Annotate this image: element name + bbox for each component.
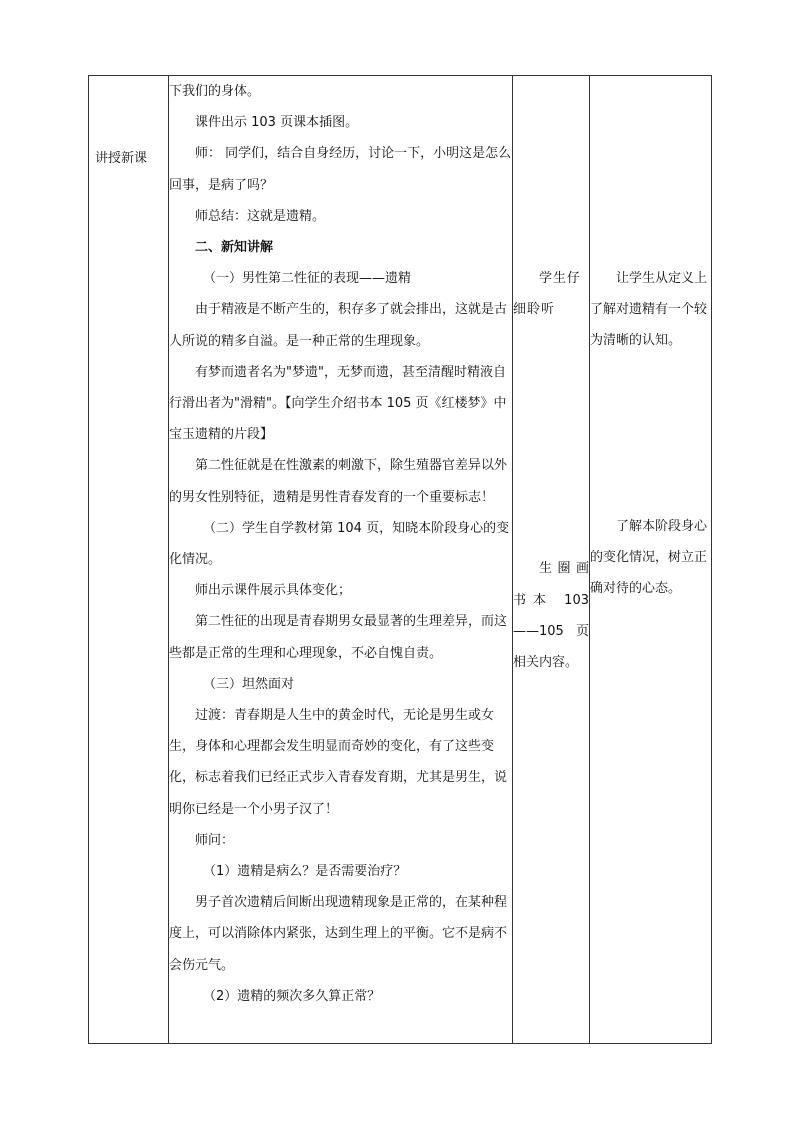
content-paragraph: 男子首次遗精后间断出现遗精现象是正常的，在某种程度上，可以消除体内紧张，达到生理上的平衡。它不是病不会伤元气。 xyxy=(169,895,508,973)
content-paragraph: 师总结：这就是遗精。 xyxy=(195,208,326,224)
content-paragraph: 过渡：青春期是人生中的黄金时代，无论是男生或女生，身体和心理都会发生明显而奇妙的变化，有了这些变化，标志着我们已经正式步入青春发育期，尤其是男生，说明你已经是一个小男子汉了！ xyxy=(169,708,508,817)
student-activity-listen: 学生仔细聆听 xyxy=(513,271,582,318)
content-paragraph: 师： 同学们，结合自身经历，讨论一下，小明这是怎么回事，是病了吗？ xyxy=(169,146,512,193)
content-paragraph: 有梦而遗者名为"梦遗"，无梦而遗，甚至清醒时精液自行滑出者为"滑精"。【向学生介绍书本 105 页《红楼梦》中宝玉遗精的片段】 xyxy=(169,364,507,443)
content-paragraph: （三）坦然面对 xyxy=(203,676,295,692)
table-row xyxy=(89,76,712,1044)
content-paragraph: 师出示课件展示具体变化； xyxy=(195,583,352,599)
stage-cell xyxy=(89,76,169,1044)
content-paragraph: （1）遗精是病么？是否需要治疗？ xyxy=(203,864,407,880)
content-paragraph: 第二性征就是在性激素的刺激下，除生殖器官差异以外的男女性别特征，遗精是男性青春发育的一个重要标志！ xyxy=(169,458,508,505)
student-activity-read: 生圈画书本 103——105 页相关内容。 xyxy=(513,561,589,671)
lesson-plan-table xyxy=(88,75,712,1044)
design-intent-cell xyxy=(590,76,712,1044)
content-paragraph: 师问： xyxy=(195,832,235,848)
student-activity-cell xyxy=(513,76,590,1044)
content-paragraph: （二）学生自学教材第 104 页，知晓本阶段身心的变化情况。 xyxy=(169,520,510,568)
content-paragraph: 二、新知讲解 xyxy=(195,240,274,256)
design-intent-definition: 让学生从定义上了解对遗精有一个较为清晰的认知。 xyxy=(590,271,708,349)
content-paragraph: （2）遗精的频次多久算正常？ xyxy=(203,988,381,1004)
teaching-content-cell xyxy=(169,76,513,1044)
stage-label: 讲授新课 xyxy=(95,151,148,166)
content-paragraph: 课件出示 103 页课本插图。 xyxy=(195,115,359,131)
content-paragraph: 第二性征的出现是青春期男女最显著的生理差异，而这些都是正常的生理和心理现象，不必自愧自责。 xyxy=(169,614,508,661)
design-intent-attitude: 了解本阶段身心的变化情况，树立正确对待的心态。 xyxy=(590,518,708,597)
content-paragraph: （一）男性第二性征的表现——遗精 xyxy=(203,271,412,287)
teaching-content xyxy=(169,76,512,1012)
content-paragraph: 由于精液是不断产生的，积存多了就会排出，这就是古人所说的精多自溢。是一种正常的生理现象。 xyxy=(169,302,508,349)
content-paragraph: 下我们的身体。 xyxy=(169,84,261,99)
